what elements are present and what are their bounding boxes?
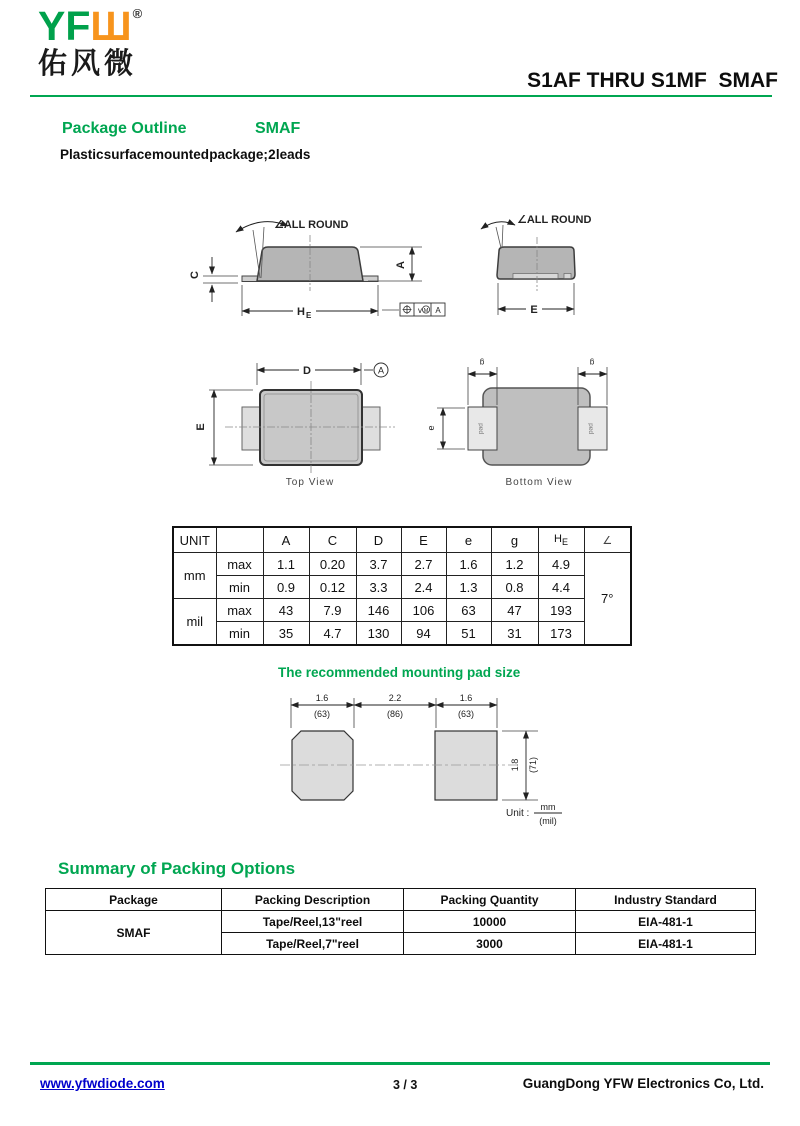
website-link[interactable]: www.yfwdiode.com bbox=[40, 1076, 165, 1091]
packing-description-cell: Tape/Reel,13"reel bbox=[222, 911, 404, 933]
max-label-cell: max bbox=[216, 599, 263, 622]
datum-label: A bbox=[377, 365, 385, 376]
packing-standard-cell: EIA-481-1 bbox=[576, 933, 756, 955]
page-number: 3 / 3 bbox=[393, 1078, 418, 1092]
packing-row-1 bbox=[46, 911, 756, 933]
col-header-c: C bbox=[309, 527, 356, 553]
cell-mm-max-e2: 1.6 bbox=[446, 553, 491, 576]
footer-divider bbox=[30, 1062, 770, 1065]
col-header-unit: UNIT bbox=[173, 527, 216, 553]
a-dim-label: A bbox=[395, 261, 407, 269]
all-round-arc bbox=[481, 222, 515, 229]
he-main: H bbox=[554, 532, 562, 545]
end-view-notch-right bbox=[564, 274, 571, 279]
pad-dimr-mm: 1.8 bbox=[510, 758, 520, 772]
registered-mark: ® bbox=[132, 6, 143, 21]
pad-dim3-mm: 1.6 bbox=[459, 693, 473, 703]
e-dim-label: E bbox=[195, 423, 207, 431]
packing-quantity-cell: 10000 bbox=[404, 911, 576, 933]
e-dim-label: e bbox=[426, 425, 436, 431]
col-header-a: A bbox=[263, 527, 309, 553]
cell-mil-min-a: 35 bbox=[263, 622, 309, 646]
cell-mil-max-e2: 63 bbox=[446, 599, 491, 622]
cell-mil-min-d: 130 bbox=[356, 622, 401, 646]
lead-left bbox=[242, 407, 260, 450]
package-name: SMAF bbox=[255, 120, 301, 137]
tolerance-v-label: v bbox=[418, 306, 422, 315]
cell-mm-max-a: 1.1 bbox=[263, 553, 309, 576]
side-view-drawing bbox=[190, 195, 470, 335]
logo-wordmark bbox=[38, 3, 143, 49]
bottom-view-drawing bbox=[425, 355, 670, 495]
mounting-pad-heading: The recommended mounting pad size bbox=[278, 665, 521, 680]
cell-mil-max-a: 43 bbox=[263, 599, 309, 622]
cell-mil-min-e: 94 bbox=[401, 622, 446, 646]
c-extension-lines bbox=[203, 276, 238, 283]
cell-mm-min-a: 0.9 bbox=[263, 576, 309, 599]
pad-dim3-mil: (63) bbox=[457, 709, 475, 719]
he-dim-label: H bbox=[297, 306, 305, 318]
table-row-mm-min bbox=[173, 576, 631, 599]
end-view-drawing bbox=[460, 195, 680, 335]
unit-mil-cell: mil bbox=[173, 599, 216, 646]
c-dim-label: C bbox=[189, 271, 201, 279]
pad-dim1-mm: 1.6 bbox=[315, 693, 329, 703]
tolerance-m-label: M bbox=[423, 308, 429, 314]
cell-mil-min-he: 173 bbox=[538, 622, 584, 646]
packing-quantity-cell: 3000 bbox=[404, 933, 576, 955]
lead-right bbox=[362, 407, 380, 450]
packing-heading: Summary of Packing Options bbox=[58, 859, 296, 878]
packing-standard-cell: EIA-481-1 bbox=[576, 911, 756, 933]
tolerance-frame bbox=[400, 303, 445, 316]
col-header-g: g bbox=[491, 527, 538, 553]
col-header-blank bbox=[216, 527, 263, 553]
all-round-label: ∠ALL ROUND bbox=[274, 219, 349, 231]
unit-label: Unit : bbox=[506, 808, 530, 819]
packing-description-cell: Tape/Reel,7"reel bbox=[222, 933, 404, 955]
cell-mil-max-e: 106 bbox=[401, 599, 446, 622]
cell-mm-max-e: 2.7 bbox=[401, 553, 446, 576]
unit-mm-cell: mm bbox=[173, 553, 216, 599]
cell-mm-min-he: 4.4 bbox=[538, 576, 584, 599]
cell-mil-min-g: 31 bbox=[491, 622, 538, 646]
cell-mm-min-g: 0.8 bbox=[491, 576, 538, 599]
packing-col-standard: Industry Standard bbox=[576, 889, 756, 911]
logo-yf-text: YF bbox=[38, 3, 91, 49]
cell-mm-max-c: 0.20 bbox=[309, 553, 356, 576]
d-dim-label: D bbox=[303, 365, 311, 377]
cell-mm-min-c: 0.12 bbox=[309, 576, 356, 599]
he-sub: E bbox=[561, 537, 568, 548]
cell-mil-min-c: 4.7 bbox=[309, 622, 356, 646]
packing-col-quantity: Packing Quantity bbox=[404, 889, 576, 911]
mounting-pad-right bbox=[435, 731, 497, 800]
cell-mm-max-d: 3.7 bbox=[356, 553, 401, 576]
dimension-table bbox=[172, 526, 632, 646]
mounting-pad-drawing bbox=[280, 690, 590, 838]
pad-dim1-mil: (63) bbox=[313, 709, 331, 719]
all-round-leader bbox=[496, 225, 503, 248]
e-extension-lines bbox=[437, 408, 465, 449]
end-view-notch bbox=[513, 274, 558, 279]
logo-w-glyph: Ш bbox=[90, 3, 132, 49]
cell-mm-min-e: 2.4 bbox=[401, 576, 446, 599]
section-heading-package-outline: Package Outline bbox=[62, 120, 187, 137]
angle-value-cell: 7° bbox=[584, 553, 631, 646]
max-label-cell: max bbox=[216, 553, 263, 576]
packing-header-row bbox=[46, 889, 756, 911]
unit-mm: mm bbox=[540, 802, 556, 812]
header-divider bbox=[30, 95, 772, 97]
pad-dimr-mil: (71) bbox=[528, 756, 538, 774]
tolerance-datum-label: A bbox=[435, 306, 441, 315]
table-row-mil-min bbox=[173, 622, 631, 646]
g-right-label: g bbox=[589, 358, 595, 367]
pad-right-label: pad bbox=[587, 423, 595, 434]
e-dim-label: E bbox=[530, 304, 538, 316]
package-subtitle: Plastic surface mounted package; 2 leads bbox=[60, 147, 311, 162]
packing-col-description: Packing Description bbox=[222, 889, 404, 911]
cell-mil-max-g: 47 bbox=[491, 599, 538, 622]
bottom-view-caption: Bottom View bbox=[505, 477, 573, 488]
document-title: S1AF THRU S1MF SMAF bbox=[527, 69, 778, 92]
company-name: GuangDong YFW Electronics Co, Ltd. bbox=[522, 1076, 764, 1091]
col-header-angle: ∠ bbox=[584, 527, 631, 553]
pad-dim2-mm: 2.2 bbox=[388, 693, 402, 703]
packing-table bbox=[45, 888, 756, 955]
cell-mil-max-he: 193 bbox=[538, 599, 584, 622]
cell-mm-min-e2: 1.3 bbox=[446, 576, 491, 599]
he-dim-subscript: E bbox=[306, 311, 312, 320]
g-left-label: g bbox=[479, 358, 485, 367]
col-header-he bbox=[538, 527, 584, 553]
cell-mil-max-c: 7.9 bbox=[309, 599, 356, 622]
table-row-mil-max bbox=[173, 599, 631, 622]
pad-dim2-mil: (86) bbox=[386, 709, 404, 719]
unit-mil: (mil) bbox=[539, 816, 557, 826]
min-label-cell: min bbox=[216, 622, 263, 646]
col-header-d: D bbox=[356, 527, 401, 553]
top-view-caption: Top View bbox=[285, 477, 335, 488]
table-row-mm-max bbox=[173, 553, 631, 576]
cell-mm-max-he: 4.9 bbox=[538, 553, 584, 576]
package-body-bottom bbox=[483, 388, 590, 465]
cell-mm-min-d: 3.3 bbox=[356, 576, 401, 599]
all-round-label: ∠ALL ROUND bbox=[517, 214, 592, 226]
mounting-pad-left bbox=[292, 731, 353, 800]
packing-package-cell: SMAF bbox=[46, 911, 222, 955]
col-header-e-lower: e bbox=[446, 527, 491, 553]
packing-col-package: Package bbox=[46, 889, 222, 911]
dimension-table-header-row bbox=[173, 527, 631, 553]
cell-mil-min-e2: 51 bbox=[446, 622, 491, 646]
pad-left-label: pad bbox=[477, 423, 485, 434]
min-label-cell: min bbox=[216, 576, 263, 599]
cell-mm-max-g: 1.2 bbox=[491, 553, 538, 576]
company-logo bbox=[38, 3, 143, 80]
cell-mil-max-d: 146 bbox=[356, 599, 401, 622]
col-header-e-upper: E bbox=[401, 527, 446, 553]
top-view-drawing bbox=[195, 355, 425, 495]
logo-chinese-name: 佑风微 bbox=[38, 48, 138, 80]
